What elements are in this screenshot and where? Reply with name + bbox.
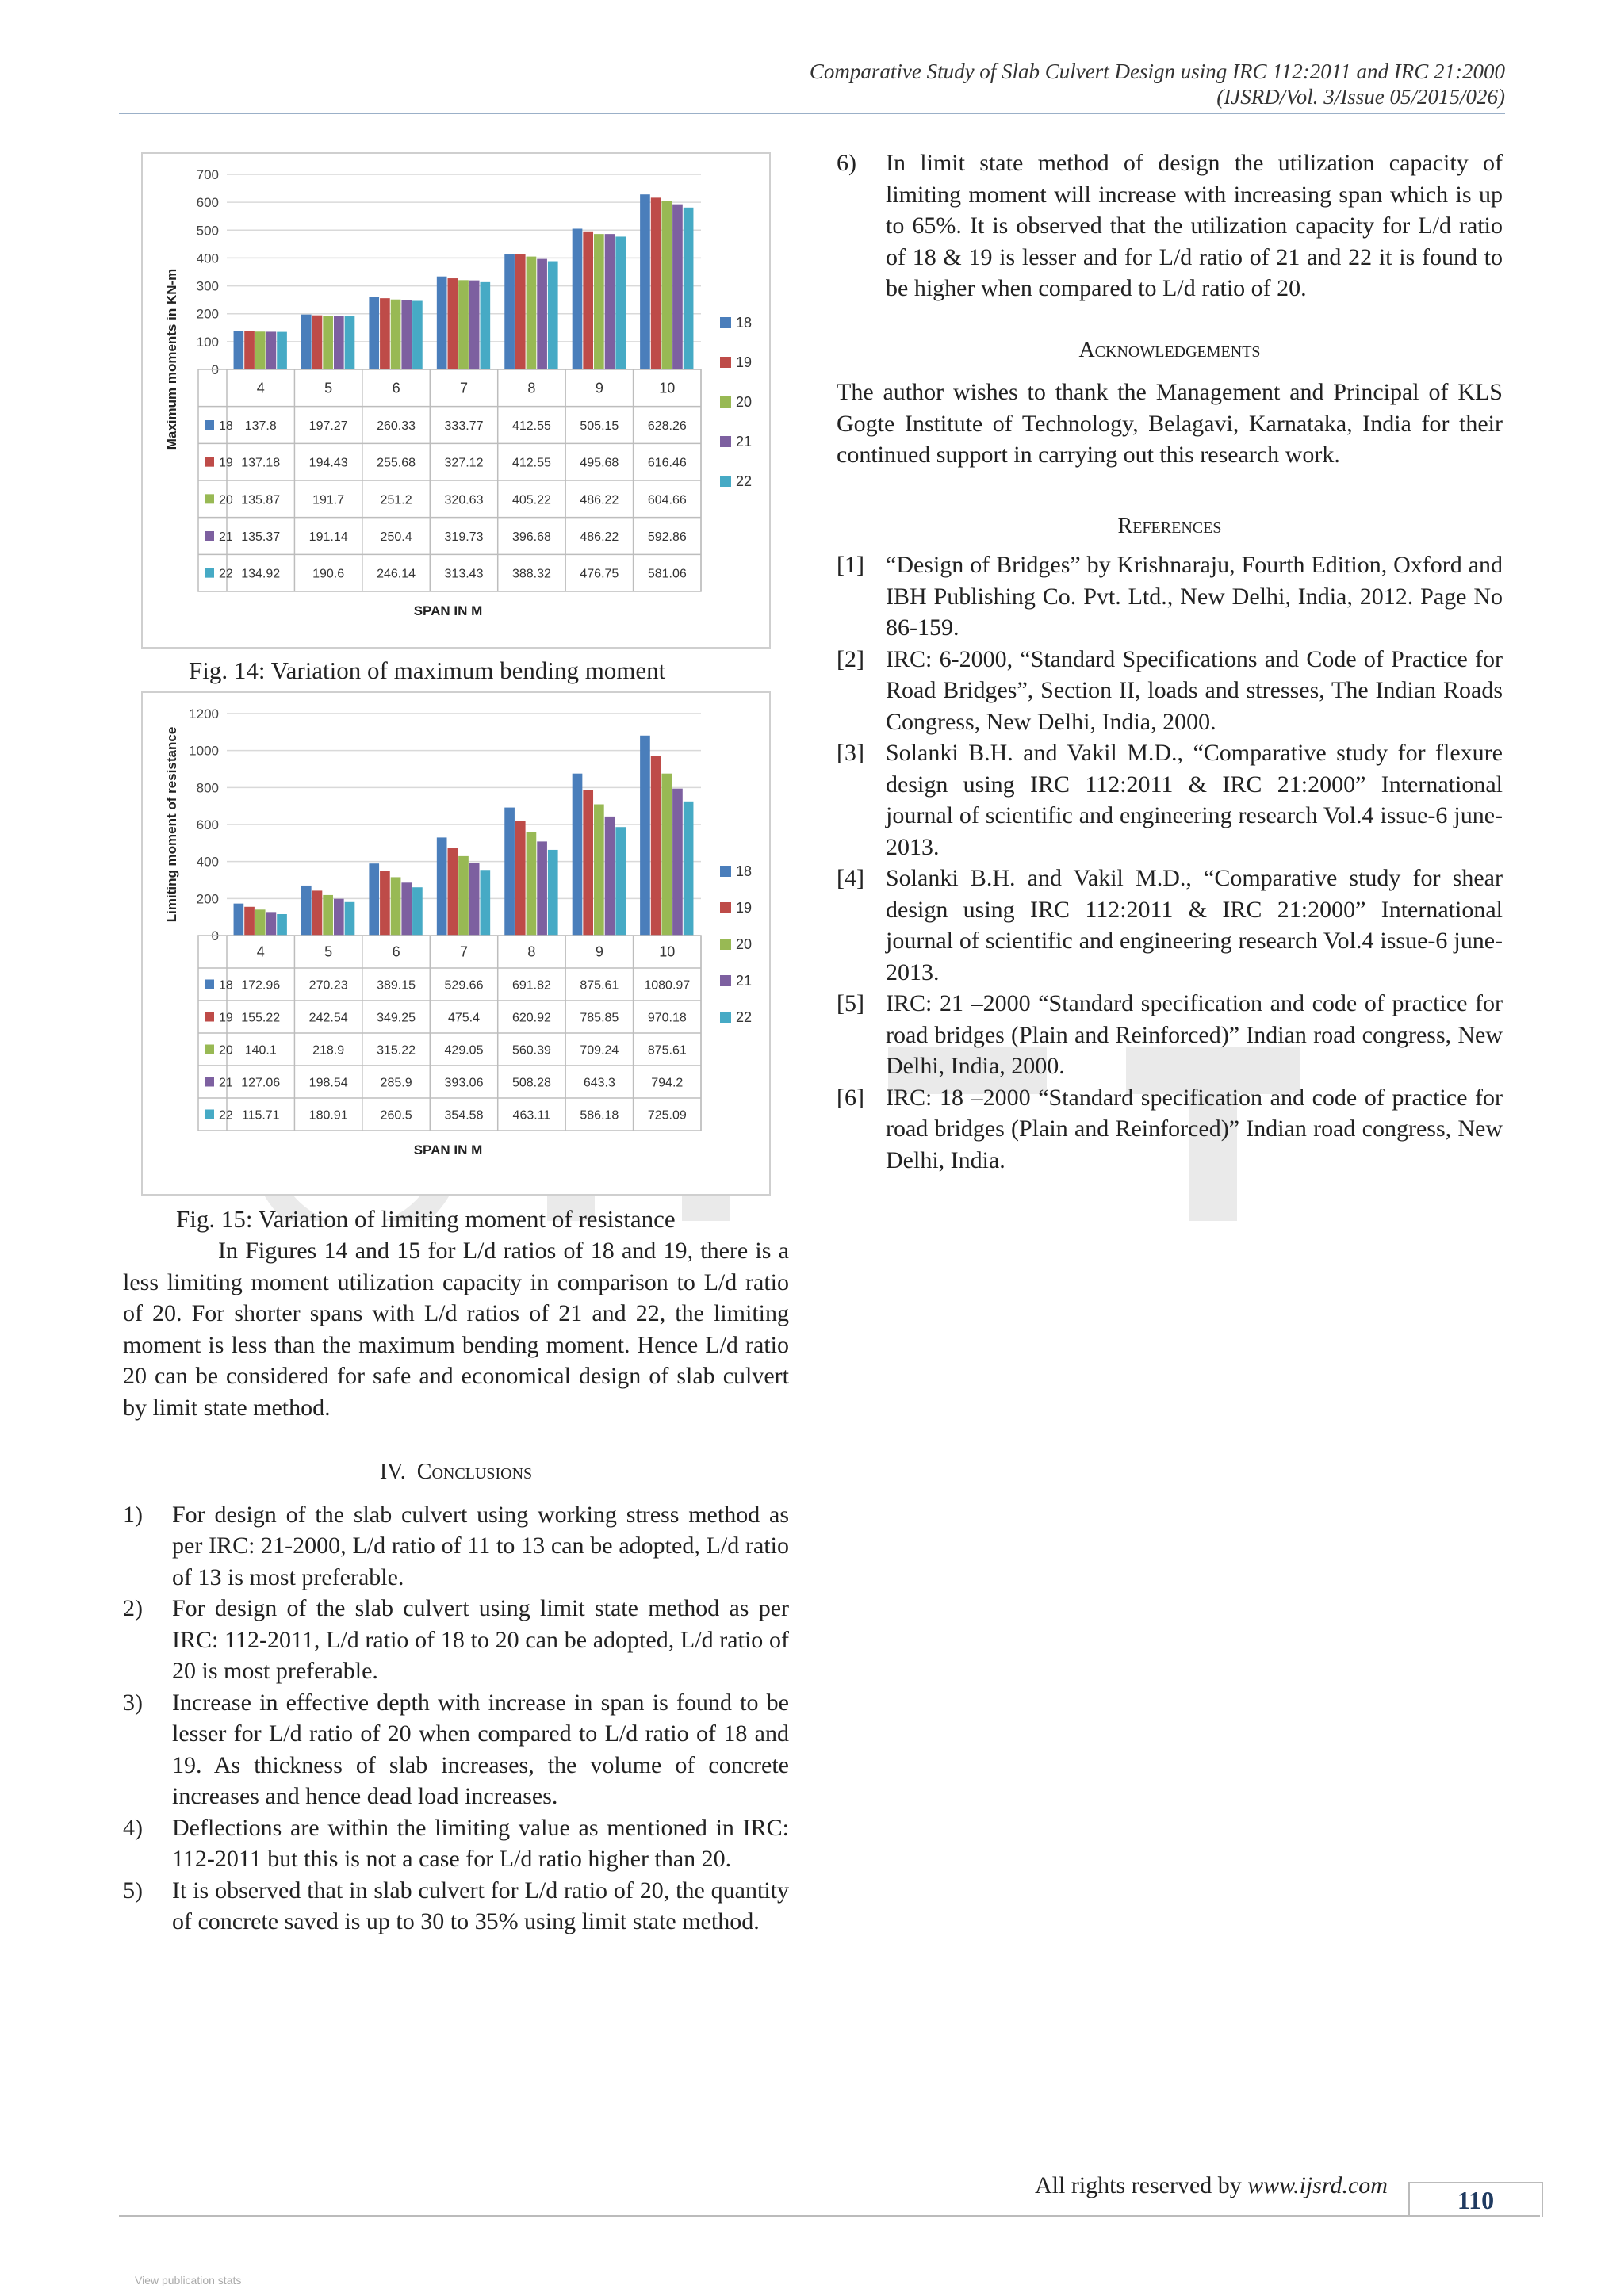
data-value-label: 197.27 bbox=[308, 419, 348, 433]
data-value-label: 155.22 bbox=[241, 1011, 281, 1025]
data-value-label: 191.14 bbox=[308, 530, 348, 544]
data-value-label: 127.06 bbox=[241, 1076, 281, 1090]
data-value-label: 255.68 bbox=[377, 456, 416, 470]
legend-key-18 bbox=[205, 420, 214, 430]
bar-18-10 bbox=[640, 194, 650, 369]
bar-20-6 bbox=[391, 877, 401, 936]
y-tick-label: 400 bbox=[196, 251, 219, 266]
bar-18-10 bbox=[640, 736, 650, 936]
bar-19-6 bbox=[380, 298, 390, 369]
data-value-label: 333.77 bbox=[444, 419, 484, 433]
data-value-label: 495.68 bbox=[580, 456, 619, 470]
bar-21-6 bbox=[401, 300, 412, 369]
left-column-text bbox=[123, 1235, 789, 1938]
data-value-label: 250.4 bbox=[380, 530, 412, 544]
row-series-name: 18 bbox=[219, 978, 233, 993]
row-series-name: 22 bbox=[219, 567, 233, 581]
bar-18-6 bbox=[369, 297, 379, 369]
y-tick-label: 300 bbox=[196, 278, 219, 294]
reference-item: [2] IRC: 6-2000, “Standard Specifications and Code of Practice for Road Bridges”, Section II, loads and stresses, The Indian Roads Congress, New Delhi, India, 2000. bbox=[837, 645, 1503, 735]
y-tick-label: 0 bbox=[211, 928, 219, 943]
legend-label: 19 bbox=[736, 900, 753, 916]
conclusion-item: 2) For design of the slab culvert using limit state method as per IRC: 112-2011, L/d ratio of 18 to 20 can be adopted, L/d ratio of 20 is most preferable. bbox=[123, 1595, 789, 1684]
view-stats-link[interactable]: View publication stats bbox=[135, 2274, 242, 2286]
data-value-label: 135.37 bbox=[241, 530, 281, 544]
data-value-label: 393.06 bbox=[444, 1076, 484, 1090]
category-label: 6 bbox=[392, 380, 400, 396]
bar-18-6 bbox=[369, 863, 379, 936]
bar-20-8 bbox=[527, 257, 537, 369]
page-number: 110 bbox=[1408, 2182, 1543, 2217]
data-value-label: 251.2 bbox=[380, 493, 412, 507]
bar-19-7 bbox=[447, 278, 458, 369]
bar-20-7 bbox=[458, 856, 469, 936]
data-value-label: 628.26 bbox=[647, 419, 687, 433]
data-value-label: 586.18 bbox=[580, 1108, 619, 1123]
data-value-label: 270.23 bbox=[308, 978, 348, 993]
data-value-label: 137.8 bbox=[244, 419, 277, 433]
legend-swatch-22 bbox=[720, 1012, 731, 1023]
data-value-label: 412.55 bbox=[511, 456, 551, 470]
data-value-label: 620.92 bbox=[511, 1011, 551, 1025]
category-label: 7 bbox=[459, 380, 469, 396]
data-value-label: 260.33 bbox=[377, 419, 416, 433]
row-series-name: 20 bbox=[219, 493, 233, 507]
reference-item: [3] Solanki B.H. and Vakil M.D., “Comparative study for flexure design using IRC 112:2011 & IRC 21:2000” International journal of scientific and engineering research Vol.4 issue-6 june-2013. bbox=[837, 740, 1503, 860]
figures-discussion-paragraph: In Figures 14 and 15 for L/d ratios of 18 and 19, there is a less limiting moment utilization capacity in comparison to L/d ratio of 20. For shorter spans with L/d ratios of 21 and 22, the limiting moment is less than the maximum bending moment. Hence L/d ratio 20 can be considered for safe and economical design of slab culvert by limit state method. bbox=[123, 1238, 789, 1421]
legend-label: 22 bbox=[736, 473, 753, 489]
legend-key-18 bbox=[205, 980, 214, 989]
data-value-label: 529.66 bbox=[444, 978, 484, 993]
data-value-label: 242.54 bbox=[308, 1011, 348, 1025]
data-value-label: 218.9 bbox=[312, 1043, 345, 1058]
bar-21-9 bbox=[605, 234, 615, 369]
bar-22-10 bbox=[684, 208, 694, 369]
data-value-label: 429.05 bbox=[444, 1043, 484, 1058]
legend-swatch-18 bbox=[720, 317, 731, 328]
footer-rule bbox=[119, 2215, 1540, 2217]
legend-key-19 bbox=[205, 457, 214, 467]
legend-swatch-19 bbox=[720, 902, 731, 913]
bar-20-7 bbox=[458, 280, 469, 369]
fig15-caption: Fig. 15: Variation of limiting moment of resistance bbox=[176, 1205, 676, 1233]
fig15-chart-frame bbox=[141, 691, 771, 1196]
data-value-label: 1080.97 bbox=[644, 978, 691, 993]
data-value-label: 190.6 bbox=[312, 567, 345, 581]
legend-label: 21 bbox=[736, 973, 753, 989]
data-value-label: 604.66 bbox=[647, 493, 687, 507]
y-tick-label: 0 bbox=[211, 362, 219, 377]
conclusion-item: 4) Deflections are within the limiting value as mentioned in IRC: 112-2011 but this is not a case for L/d ratio higher than 20. bbox=[123, 1814, 789, 1872]
data-value-label: 191.7 bbox=[312, 493, 345, 507]
data-value-label: 875.61 bbox=[647, 1043, 687, 1058]
data-value-label: 349.25 bbox=[377, 1011, 416, 1025]
data-value-label: 180.91 bbox=[308, 1108, 348, 1123]
bar-18-4 bbox=[234, 331, 244, 369]
acknowledgements-text: The author wishes to thank the Management and Principal of KLS Gogte Institute of Technology, Belagavi, Karnataka, India for their continued support in carrying out this research work. bbox=[837, 379, 1503, 468]
data-value-label: 389.15 bbox=[377, 978, 416, 993]
data-value-label: 560.39 bbox=[511, 1043, 551, 1058]
legend-key-21 bbox=[205, 1077, 214, 1087]
data-value-label: 315.22 bbox=[377, 1043, 416, 1058]
legend-key-20 bbox=[205, 1045, 214, 1054]
bar-22-5 bbox=[345, 316, 355, 369]
legend-swatch-21 bbox=[720, 436, 731, 447]
data-value-label: 354.58 bbox=[444, 1108, 484, 1123]
bar-22-9 bbox=[615, 236, 626, 369]
bar-19-4 bbox=[244, 907, 255, 936]
data-value-label: 476.75 bbox=[580, 567, 619, 581]
data-value-label: 412.55 bbox=[511, 419, 551, 433]
data-value-label: 319.73 bbox=[444, 530, 484, 544]
y-axis-label: Maximum moments in KN-m bbox=[164, 268, 179, 450]
y-tick-label: 800 bbox=[196, 780, 219, 796]
y-tick-label: 1200 bbox=[189, 706, 219, 721]
legend-label: 19 bbox=[736, 354, 753, 370]
y-axis-label: Limiting moment of resistance bbox=[164, 726, 179, 923]
bar-21-8 bbox=[537, 841, 547, 936]
legend-swatch-18 bbox=[720, 866, 731, 877]
y-tick-label: 600 bbox=[196, 195, 219, 211]
bar-18-8 bbox=[504, 808, 515, 936]
y-tick-label: 200 bbox=[196, 891, 219, 907]
bar-22-5 bbox=[345, 902, 355, 936]
conclusion-item: 1) For design of the slab culvert using working stress method as per IRC: 21-2000, L/d ratio of 11 to 13 can be adopted, L/d ratio of 13 is most preferable. bbox=[123, 1501, 789, 1590]
row-series-name: 19 bbox=[219, 1011, 233, 1025]
bar-18-9 bbox=[573, 774, 583, 936]
data-value-label: 725.09 bbox=[647, 1108, 687, 1123]
bar-18-5 bbox=[301, 315, 312, 369]
bar-21-9 bbox=[605, 817, 615, 936]
bar-19-5 bbox=[312, 316, 323, 369]
references-list bbox=[837, 549, 1503, 1176]
data-value-label: 246.14 bbox=[377, 567, 416, 581]
data-value-label: 486.22 bbox=[580, 530, 619, 544]
bar-20-8 bbox=[527, 832, 537, 936]
bar-22-6 bbox=[412, 300, 423, 369]
legend-swatch-21 bbox=[720, 975, 731, 986]
row-series-name: 20 bbox=[219, 1043, 233, 1058]
right-column-text bbox=[837, 147, 1503, 1176]
footer-site-link[interactable]: www.ijsrd.com bbox=[1247, 2172, 1388, 2198]
bar-21-4 bbox=[266, 331, 277, 369]
data-value-label: 405.22 bbox=[511, 493, 551, 507]
data-value-label: 875.61 bbox=[580, 978, 619, 993]
bar-19-7 bbox=[447, 848, 458, 936]
category-label: 7 bbox=[459, 943, 469, 960]
bar-22-8 bbox=[548, 850, 558, 936]
bar-21-7 bbox=[469, 863, 480, 936]
bar-19-5 bbox=[312, 890, 323, 936]
bar-18-8 bbox=[504, 254, 515, 369]
data-value-label: 785.85 bbox=[580, 1011, 619, 1025]
bar-20-9 bbox=[594, 234, 604, 369]
data-value-label: 135.87 bbox=[241, 493, 281, 507]
category-label: 4 bbox=[256, 943, 265, 960]
category-label: 10 bbox=[659, 943, 676, 960]
data-value-label: 463.11 bbox=[512, 1108, 551, 1123]
data-value-label: 396.68 bbox=[511, 530, 551, 544]
legend-label: 18 bbox=[736, 863, 753, 879]
data-value-label: 643.3 bbox=[583, 1076, 615, 1090]
reference-item: [1] “Design of Bridges” by Krishnaraju, Fourth Edition, Oxford and IBH Publishing Co. Pvt. Ltd., New Delhi, India, 2012. Page No 86-159. bbox=[837, 552, 1503, 641]
reference-item: [6] IRC: 18 –2000 “Standard specification and code of practice for road bridges (Plain and Reinforced)” Indian road congress, New Delhi, India. bbox=[837, 1084, 1503, 1173]
x-axis-label: SPAN IN M bbox=[413, 1142, 483, 1158]
legend-swatch-19 bbox=[720, 357, 731, 368]
bar-21-8 bbox=[537, 259, 547, 369]
fig14-chart-frame bbox=[141, 152, 771, 649]
data-value-label: 194.43 bbox=[308, 456, 348, 470]
footer-rights bbox=[1035, 2172, 1388, 2199]
bar-21-4 bbox=[266, 912, 277, 936]
data-value-label: 115.71 bbox=[241, 1108, 280, 1123]
conclusions-title: Conclusions bbox=[416, 1460, 533, 1484]
bar-18-4 bbox=[234, 904, 244, 936]
footer-rights-text: All rights reserved by bbox=[1035, 2172, 1248, 2198]
bar-20-10 bbox=[661, 201, 672, 369]
bar-19-10 bbox=[651, 197, 661, 369]
y-tick-label: 700 bbox=[196, 167, 219, 182]
conclusion-item: 3) Increase in effective depth with increase in span is found to be lesser for L/d ratio of 20 when compared to L/d ratio of 18 and 19. As thickness of slab increases, the volume of concrete increases and hence dead load increases. bbox=[123, 1689, 789, 1809]
header-rule bbox=[119, 113, 1505, 114]
data-value-label: 260.5 bbox=[380, 1108, 412, 1123]
data-value-label: 327.12 bbox=[444, 456, 484, 470]
legend-key-21 bbox=[205, 531, 214, 541]
bar-18-7 bbox=[437, 277, 447, 369]
category-label: 9 bbox=[595, 380, 603, 396]
bar-20-10 bbox=[661, 774, 672, 936]
data-value-label: 970.18 bbox=[647, 1011, 687, 1025]
row-series-name: 19 bbox=[219, 456, 233, 470]
bar-22-10 bbox=[684, 802, 694, 936]
data-value-label: 691.82 bbox=[511, 978, 551, 993]
bar-18-5 bbox=[301, 886, 312, 936]
bar-19-8 bbox=[515, 254, 526, 369]
row-series-name: 21 bbox=[219, 530, 233, 544]
row-series-name: 22 bbox=[219, 1108, 233, 1123]
bar-22-7 bbox=[481, 870, 491, 936]
category-label: 4 bbox=[256, 380, 265, 396]
bar-21-10 bbox=[672, 205, 683, 369]
bar-19-8 bbox=[515, 821, 526, 936]
category-label: 9 bbox=[595, 943, 603, 960]
category-label: 6 bbox=[392, 943, 400, 960]
data-value-label: 388.32 bbox=[511, 567, 551, 581]
data-value-label: 475.4 bbox=[447, 1011, 481, 1025]
acknowledgements-heading: Acknowledgements bbox=[1078, 337, 1261, 362]
data-value-label: 616.46 bbox=[647, 456, 687, 470]
bar-19-10 bbox=[651, 756, 661, 936]
legend-swatch-20 bbox=[720, 939, 731, 950]
category-label: 8 bbox=[527, 380, 536, 396]
conclusions-number: IV. bbox=[379, 1460, 406, 1484]
reference-item: [5] IRC: 21 –2000 “Standard specification and code of practice for road bridges (Plain and Reinforced)” Indian road congress, New Delhi, India, 2000. bbox=[837, 990, 1503, 1079]
category-label: 8 bbox=[527, 943, 536, 960]
bar-20-9 bbox=[594, 805, 604, 936]
bar-22-7 bbox=[481, 282, 491, 369]
bar-20-5 bbox=[323, 316, 333, 369]
bar-21-10 bbox=[672, 789, 683, 936]
bar-20-4 bbox=[255, 909, 266, 936]
data-value-label: 592.86 bbox=[647, 530, 687, 544]
x-axis-label: SPAN IN M bbox=[413, 603, 483, 618]
legend-key-19 bbox=[205, 1012, 214, 1022]
bar-22-8 bbox=[548, 262, 558, 369]
y-tick-label: 500 bbox=[196, 223, 219, 239]
category-label: 10 bbox=[659, 380, 676, 396]
bar-22-4 bbox=[277, 332, 287, 369]
category-label: 5 bbox=[324, 380, 333, 396]
bar-21-7 bbox=[469, 281, 480, 369]
bar-18-9 bbox=[573, 228, 583, 369]
references-heading: References bbox=[1117, 513, 1222, 538]
conclusions-list bbox=[123, 1499, 789, 1938]
data-value-label: 581.06 bbox=[647, 567, 687, 581]
data-value-label: 313.43 bbox=[444, 567, 484, 581]
data-value-label: 140.1 bbox=[244, 1043, 277, 1058]
y-tick-label: 100 bbox=[196, 334, 219, 350]
legend-label: 20 bbox=[736, 394, 753, 410]
legend-key-22 bbox=[205, 1110, 214, 1119]
data-value-label: 172.96 bbox=[241, 978, 281, 993]
legend-key-20 bbox=[205, 494, 214, 503]
bar-22-6 bbox=[412, 887, 423, 936]
data-value-label: 137.18 bbox=[241, 456, 281, 470]
conclusions-heading bbox=[123, 1456, 789, 1488]
category-label: 5 bbox=[324, 943, 333, 960]
bar-19-9 bbox=[583, 790, 593, 936]
row-series-name: 21 bbox=[219, 1076, 233, 1090]
conclusion-item: 6) In limit state method of design the utilization capacity of limiting moment will increase with increasing span which is up to 65%. It is observed that the utilization capacity for L/d ratio of 18 & 19 is lesser and for L/d ratio of 21 and 22 it is found to be higher when compared to L/d ratio of 20. bbox=[837, 150, 1503, 301]
bar-20-4 bbox=[255, 331, 266, 369]
bar-22-9 bbox=[615, 827, 626, 936]
reference-item: [4] Solanki B.H. and Vakil M.D., “Comparative study for shear design using IRC 112:2011 & IRC 21:2000” International journal of scientific and engineering research Vol.4 issue-6 june-2013. bbox=[837, 865, 1503, 985]
bar-21-5 bbox=[334, 899, 344, 936]
data-value-label: 198.54 bbox=[308, 1076, 348, 1090]
data-value-label: 134.92 bbox=[241, 567, 281, 581]
bar-20-5 bbox=[323, 895, 333, 936]
data-value-label: 320.63 bbox=[444, 493, 484, 507]
data-value-label: 709.24 bbox=[580, 1043, 619, 1058]
legend-key-22 bbox=[205, 568, 214, 578]
conclusion-item: 5) It is observed that in slab culvert for L/d ratio of 20, the quantity of concrete saved is up to 30 to 35% using limit state method. bbox=[123, 1877, 789, 1934]
legend-label: 18 bbox=[736, 315, 753, 331]
bar-21-6 bbox=[401, 882, 412, 936]
conclusions-list-continued bbox=[837, 147, 1503, 304]
bar-22-4 bbox=[277, 914, 287, 936]
fig14-chart bbox=[143, 154, 769, 647]
legend-label: 20 bbox=[736, 936, 753, 952]
bar-20-6 bbox=[391, 300, 401, 369]
data-value-label: 794.2 bbox=[651, 1076, 684, 1090]
header-title: Comparative Study of Slab Culvert Design using IRC 112:2011 and IRC 21:2000 bbox=[809, 59, 1505, 83]
bar-19-9 bbox=[583, 232, 593, 369]
data-value-label: 508.28 bbox=[511, 1076, 551, 1090]
bar-21-5 bbox=[334, 316, 344, 369]
legend-swatch-20 bbox=[720, 396, 731, 408]
y-tick-label: 200 bbox=[196, 306, 219, 322]
row-series-name: 18 bbox=[219, 419, 233, 433]
fig14-caption: Fig. 14: Variation of maximum bending moment bbox=[189, 656, 666, 684]
legend-label: 21 bbox=[736, 434, 753, 450]
legend-swatch-22 bbox=[720, 476, 731, 487]
data-value-label: 505.15 bbox=[580, 419, 619, 433]
y-tick-label: 400 bbox=[196, 854, 219, 870]
bar-19-4 bbox=[244, 331, 255, 369]
y-tick-label: 600 bbox=[196, 817, 219, 832]
fig15-chart bbox=[143, 693, 769, 1194]
running-header bbox=[810, 59, 1505, 109]
data-value-label: 486.22 bbox=[580, 493, 619, 507]
legend-label: 22 bbox=[736, 1009, 753, 1025]
bar-19-6 bbox=[380, 871, 390, 936]
data-value-label: 285.9 bbox=[380, 1076, 412, 1090]
y-tick-label: 1000 bbox=[189, 743, 219, 759]
header-issue: (IJSRD/Vol. 3/Issue 05/2015/026) bbox=[1216, 85, 1505, 109]
bar-18-7 bbox=[437, 837, 447, 936]
